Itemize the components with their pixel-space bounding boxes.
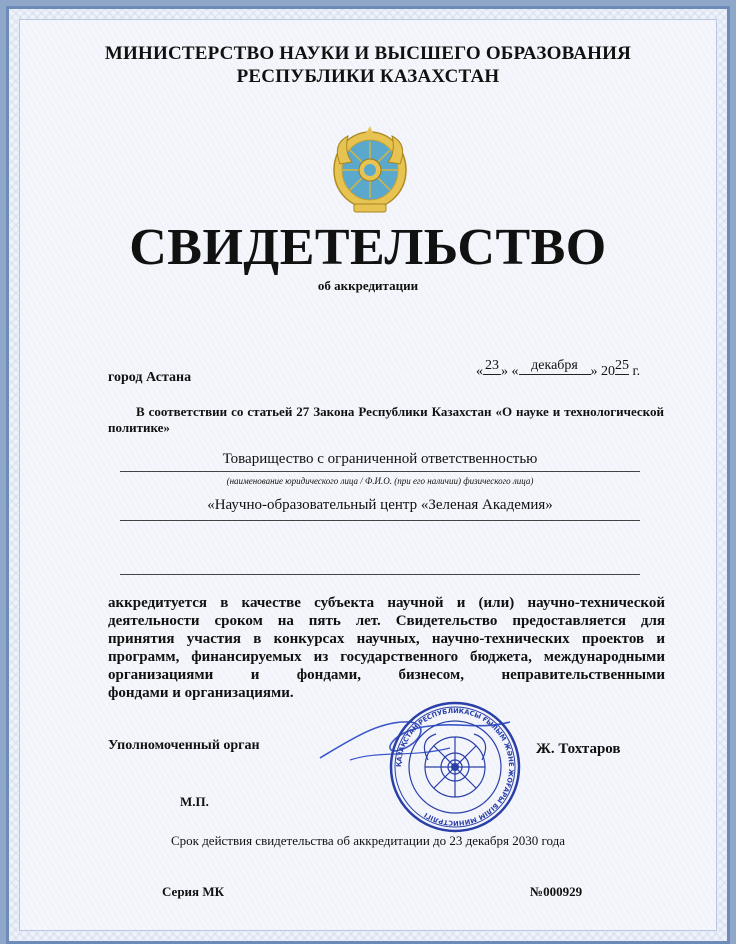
ministry-line-2: РЕСПУБЛИКИ КАЗАХСТАН xyxy=(236,66,500,87)
paragraph-line: организациями и фондами, бизнесом, неправительственными xyxy=(108,667,665,683)
paragraph-line: принятия участия в конкурсах научных, научно-технических проектов и xyxy=(108,631,665,647)
law-reference: В соответствии со статьей 27 Закона Республики Казахстан «О науке и технологической политике» xyxy=(108,404,664,435)
seal-ring-text: ҚАЗАҚСТАН РЕСПУБЛИКАСЫ ҒЫЛЫМ ЖӘНЕ ЖОҒАРЫ БІЛІМ МИНИСТРЛІГІ xyxy=(394,706,516,828)
place-of-issue: город Астана xyxy=(108,370,192,385)
organization-type: Товарищество с ограниченной ответственностью xyxy=(222,451,538,467)
document-title: СВИДЕТЕЛЬСТВО xyxy=(129,219,607,276)
certificate-series: Серия МК xyxy=(162,884,225,899)
ministry-heading xyxy=(0,42,736,88)
paragraph-line: аккредитуется в качестве субъекта научной и (или) научно-технической xyxy=(108,595,665,611)
date-year-prefix: 20 xyxy=(601,364,615,379)
state-emblem-icon xyxy=(330,124,410,220)
certificate-number: №000929 xyxy=(530,884,583,899)
paragraph-line: деятельности сроком на пять лет. Свидетельство предоставляется для xyxy=(108,613,665,629)
date-month: декабря xyxy=(519,358,591,375)
organization-type-line xyxy=(120,471,640,472)
date-close-quote: » xyxy=(590,364,598,379)
accreditation-paragraph xyxy=(108,594,665,702)
official-seal-icon xyxy=(388,700,522,834)
paragraph-line: программ, финансируемых из государственного бюджета, международными xyxy=(108,649,665,665)
validity-statement: Срок действия свидетельства об аккредитации до 23 декабря 2030 года xyxy=(170,833,566,848)
date-year-suffix: 25 xyxy=(615,358,629,373)
issue-date xyxy=(476,358,641,381)
date-open-quote: « xyxy=(476,364,483,379)
date-day: 23 xyxy=(485,358,499,373)
authority-label: Уполномоченный орган xyxy=(108,738,260,753)
paragraph-line: фондами и организациями. xyxy=(108,685,294,701)
organization-name-line xyxy=(120,520,640,521)
organization-extra-line xyxy=(120,574,640,575)
seal-place-label: М.П. xyxy=(180,794,209,809)
organization-name: «Научно-образовательный центр «Зеленая Академия» xyxy=(207,497,553,513)
signer-name: Ж. Тохтаров xyxy=(536,741,621,757)
date-mid-quote: » « xyxy=(501,364,519,379)
organization-field-hint: (наименование юридического лица / Ф.И.О. (при его наличии) физического лица) xyxy=(226,476,534,486)
date-suffix: г. xyxy=(632,364,641,379)
ministry-line-1: МИНИСТЕРСТВО НАУКИ И ВЫСШЕГО ОБРАЗОВАНИЯ xyxy=(104,43,632,64)
document-subtitle: об аккредитации xyxy=(317,278,419,293)
